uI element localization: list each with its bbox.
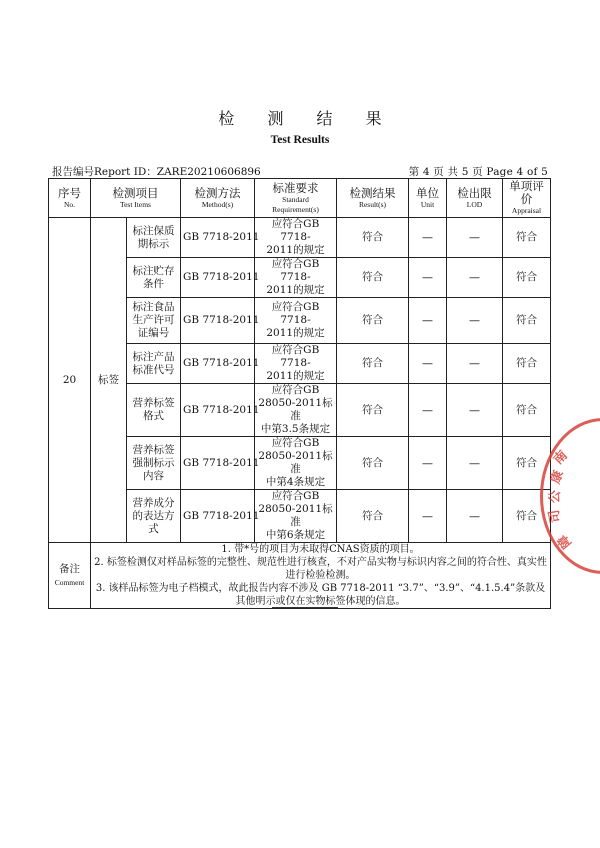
- lod-value: —: [447, 490, 503, 543]
- header-appraisal: 单项评价 Appraisal: [503, 179, 551, 218]
- standard-requirement-line: 应符合GB: [271, 490, 320, 502]
- test-result: 符合: [337, 218, 409, 258]
- standard-requirement-line: 中第6条规定: [265, 529, 326, 541]
- appraisal-value: 符合: [503, 298, 551, 344]
- test-method: GB 7718-2011: [181, 298, 255, 344]
- unit-value: —: [409, 384, 447, 437]
- results-table: [48, 178, 551, 609]
- header-unit: 单位 Unit: [409, 179, 447, 218]
- test-item-line: 格式: [143, 410, 164, 422]
- seq-number: 20: [49, 218, 91, 543]
- standard-requirement: [255, 490, 337, 543]
- test-method: GB 7718-2011: [181, 437, 255, 490]
- test-item: [127, 344, 181, 384]
- standard-requirement-line: 应符合GB: [271, 384, 320, 396]
- lod-value: —: [447, 218, 503, 258]
- red-seal-stamp: 南 康 公 司 障: [540, 418, 600, 574]
- header-method: 检测方法 Method(s): [181, 179, 255, 218]
- appraisal-value: 符合: [503, 344, 551, 384]
- test-item: [127, 258, 181, 298]
- standard-requirement-line: 中第3.5条规定: [260, 423, 331, 435]
- unit-value: —: [409, 344, 447, 384]
- end-divider: [272, 607, 338, 608]
- test-method: GB 7718-2011: [181, 344, 255, 384]
- test-item-line: 证编号: [137, 327, 170, 339]
- standard-requirement: [255, 344, 337, 384]
- remark-line: 2. 标签检测仅对样品标签的完整性、规范性进行核查，不对产品实物与标识内容之间的符合性、真实性进行检验检测。: [94, 557, 547, 581]
- test-item: [127, 384, 181, 437]
- test-method: GB 7718-2011: [181, 490, 255, 543]
- report-id: 报告编号Report ID：ZARE20210606896: [52, 166, 261, 178]
- unit-value: —: [409, 298, 447, 344]
- lod-value: —: [447, 437, 503, 490]
- test-item-line: 标注食品: [132, 301, 175, 313]
- test-result: 符合: [337, 258, 409, 298]
- test-item-line: 标准代号: [132, 363, 175, 376]
- header-item: 检测项目 Test Items: [91, 179, 181, 218]
- test-result: 符合: [337, 384, 409, 437]
- test-item-line: 式: [148, 522, 159, 535]
- unit-value: —: [409, 218, 447, 258]
- table-header-row: [49, 179, 551, 218]
- standard-requirement-line: 2011的规定: [266, 244, 325, 256]
- page-title-en: Test Results: [270, 134, 330, 146]
- standard-requirement-line: 2011的规定: [266, 284, 325, 296]
- header-lod: 检出限 LOD: [447, 179, 503, 218]
- test-item-line: 的表达方: [132, 509, 175, 522]
- test-item-line: 标注贮存: [132, 264, 175, 277]
- standard-requirement-line: 2011的规定: [266, 327, 325, 339]
- standard-requirement: [255, 298, 337, 344]
- standard-requirement-line: 应符合GB 7718-: [271, 258, 320, 283]
- page-title-cn: 检 测 结 果: [218, 109, 396, 128]
- standard-requirement-line: 应符合GB 7718-: [271, 344, 320, 369]
- test-method: GB 7718-2011: [181, 384, 255, 437]
- test-result: 符合: [337, 344, 409, 384]
- test-method: GB 7718-2011: [181, 218, 255, 258]
- test-item-line: 标注保质: [132, 224, 175, 237]
- standard-requirement: [255, 437, 337, 490]
- table-row: [49, 218, 551, 258]
- standard-requirement-line: 28050-2011标准: [258, 450, 333, 475]
- test-item-line: 营养成分: [132, 496, 175, 509]
- report-meta: [52, 164, 548, 179]
- lod-value: —: [447, 384, 503, 437]
- remark-line: 3. 该样品标签为电子档模式，故此报告内容不涉及 GB 7718-2011 “3.7”、“3.9”、“4.1.5.4”条款及其他明示或仅在实物标签体现的信息。: [95, 583, 546, 607]
- standard-requirement-line: 应符合GB 7718-: [271, 218, 320, 243]
- unit-value: —: [409, 490, 447, 543]
- standard-requirement-line: 28050-2011标准: [258, 397, 333, 422]
- standard-requirement-line: 中第4条规定: [265, 476, 326, 488]
- unit-value: —: [409, 258, 447, 298]
- test-item: [127, 437, 181, 490]
- test-result: 符合: [337, 437, 409, 490]
- remarks-row: [49, 543, 551, 609]
- test-method: GB 7718-2011: [181, 258, 255, 298]
- test-result: 符合: [337, 298, 409, 344]
- remarks-label: 备注 Comment: [49, 543, 91, 609]
- standard-requirement: [255, 258, 337, 298]
- test-item-line: 强制标示: [132, 456, 175, 469]
- test-item-line: 标注产品: [132, 350, 175, 363]
- standard-requirement-line: 28050-2011标准: [258, 503, 333, 528]
- test-item: [127, 490, 181, 543]
- test-item-line: 期标示: [137, 237, 170, 250]
- standard-requirement: [255, 218, 337, 258]
- lod-value: —: [447, 298, 503, 344]
- lod-value: —: [447, 344, 503, 384]
- standard-requirement-line: 应符合GB 7718-: [271, 301, 320, 326]
- test-item-line: 条件: [143, 277, 164, 290]
- appraisal-value: 符合: [503, 490, 551, 543]
- test-item: [127, 218, 181, 258]
- test-result: 符合: [337, 490, 409, 543]
- unit-value: —: [409, 437, 447, 490]
- standard-requirement: [255, 384, 337, 437]
- test-item-line: 营养标签: [132, 397, 175, 409]
- header-standard: 标准要求 Standard Requirement(s): [255, 179, 337, 218]
- remarks-content: [91, 543, 551, 609]
- standard-requirement-line: 2011的规定: [266, 370, 325, 382]
- test-item-line: 内容: [143, 469, 164, 482]
- lod-value: —: [447, 258, 503, 298]
- standard-requirement-line: 应符合GB: [271, 437, 320, 449]
- test-item: [127, 298, 181, 344]
- test-item-line: 生产许可: [132, 314, 175, 326]
- appraisal-value: 符合: [503, 218, 551, 258]
- category-label: 标签: [91, 218, 127, 543]
- appraisal-value: 符合: [503, 258, 551, 298]
- header-seq: 序号 No.: [49, 179, 91, 218]
- appraisal-value: 符合: [503, 384, 551, 437]
- header-result: 检测结果 Result(s): [337, 179, 409, 218]
- page-info: 第 4 页 共 5 页 Page 4 of 5: [408, 166, 548, 178]
- remark-line: 1. 带*号的项目为未取得CNAS资质的项目。: [221, 544, 420, 555]
- test-item-line: 营养标签: [132, 443, 175, 456]
- appraisal-value: 符合: [503, 437, 551, 490]
